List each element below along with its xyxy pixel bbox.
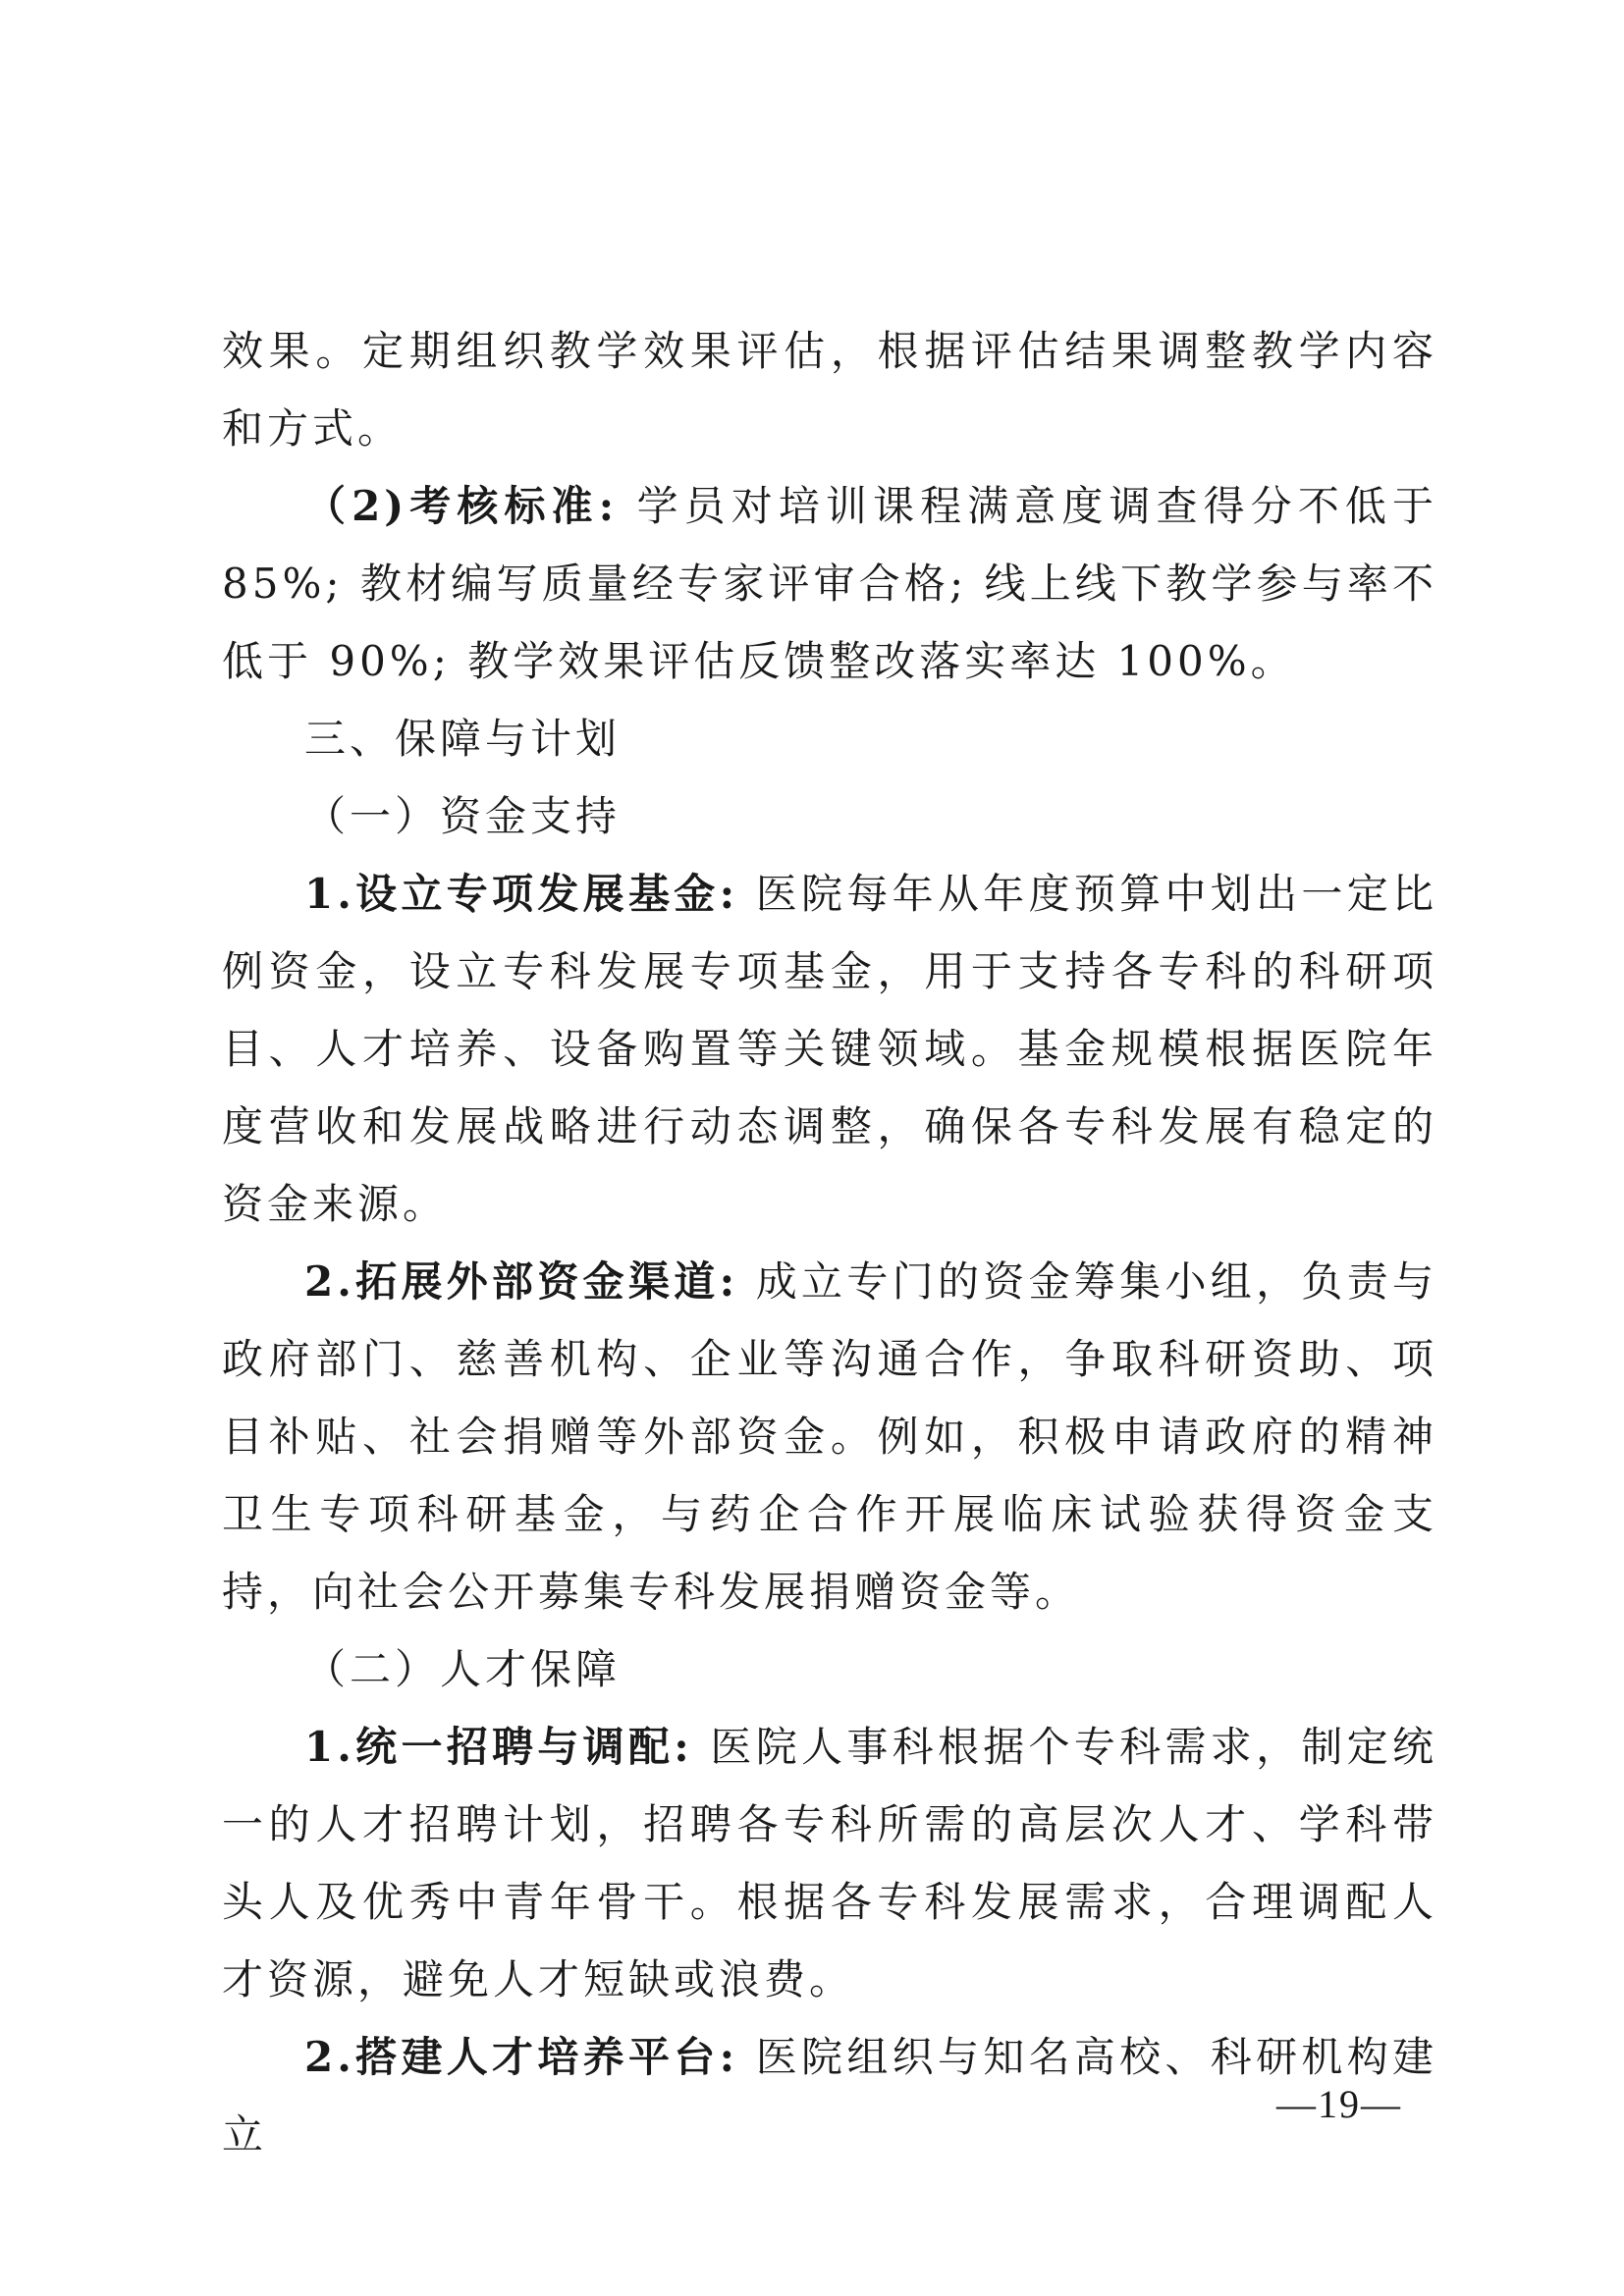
paragraph-special-fund (222, 855, 1437, 1243)
document-body (222, 312, 1437, 2173)
paragraph-label: 2.搭建人才培养平台: (304, 2033, 739, 2081)
paragraph-label: 1.统一招聘与调配: (304, 1723, 693, 1771)
paragraph-recruitment (222, 1708, 1437, 2018)
paragraph-text: 成立专门的资金筹集小组，负责与政府部门、慈善机构、企业等沟通合作，争取科研资助、项目补贴、社会捐赠等外部资金。例如，积极申请政府的精神卫生专项科研基金，与药企合作开展临床试验获得资金支持，向社会公开募集专科发展捐赠资金等。 (222, 1257, 1437, 1616)
paragraph-label: 2.拓展外部资金渠道: (304, 1257, 739, 1306)
subsection-heading-talent (222, 1630, 1437, 1708)
paragraph-label: 1.设立专项发展基金: (304, 870, 739, 918)
subsection-heading-funding (222, 777, 1437, 855)
paragraph-text: 医院人事科根据个专科需求，制定统一的人才招聘计划，招聘各专科所需的高层次人才、学科带头人及优秀中青年骨干。根据各专科发展需求，合理调配人才资源，避免人才短缺或浪费。 (222, 1723, 1437, 2003)
paragraph-continuation (222, 312, 1437, 467)
paragraph-text: 医院每年从年度预算中划出一定比例资金，设立专科发展专项基金，用于支持各专科的科研项目、人才培养、设备购置等关键领域。基金规模根据医院年度营收和发展战略进行动态调整，确保各专科发展有稳定的资金来源。 (222, 870, 1437, 1228)
paragraph-label: （2)考核标准: (304, 482, 619, 530)
section-heading (222, 700, 1437, 777)
paragraph-text: 学员对培训课程满意度调查得分不低于 85%; 教材编写质量经专家评审合格; 线上线下教学参与率不低于 90%; 教学效果评估反馈整改落实率达 100%。 (222, 482, 1437, 685)
page-number: —19— (1276, 2082, 1402, 2126)
subsection-heading-text: （二）人才保障 (304, 1645, 622, 1693)
section-heading-text: 三、保障与计划 (304, 715, 622, 763)
subsection-heading-text: （一）资金支持 (304, 792, 622, 840)
paragraph-assessment-standard (222, 467, 1437, 700)
paragraph-text: 效果。定期组织教学效果评估，根据评估结果调整教学内容和方式。 (222, 327, 1437, 453)
paragraph-external-funding (222, 1243, 1437, 1630)
paragraph-training-platform (222, 2018, 1437, 2173)
paragraph-text: 医院组织与知名高校、科研机构建立 (222, 2033, 1437, 2159)
